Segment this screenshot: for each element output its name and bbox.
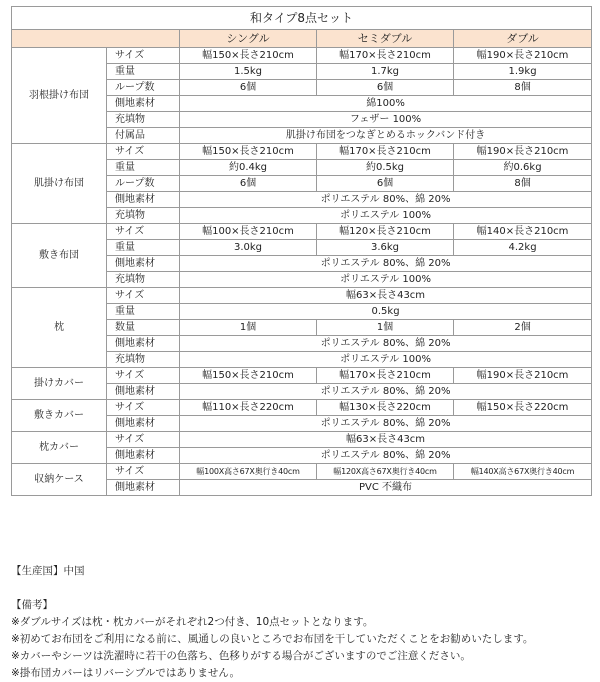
notes-section [11,563,591,682]
table-row [12,48,592,64]
notes-gap [11,580,591,597]
value-cell: 6個 [317,176,454,192]
attribute-label: サイズ [107,144,180,160]
attribute-label: 数量 [107,320,180,336]
value-cell: 6個 [317,80,454,96]
value-cell: 幅170×長さ210cm [317,144,454,160]
attribute-label: サイズ [107,224,180,240]
value-cell: 幅150×長さ210cm [180,144,317,160]
value-cell: 幅100×長さ210cm [180,224,317,240]
value-cell-shared: ポリエステル 80%、綿 20% [180,256,592,272]
attribute-label: 重量 [107,304,180,320]
attribute-label: ループ数 [107,176,180,192]
table-row [12,400,592,416]
value-cell: 3.6kg [317,240,454,256]
value-cell: 6個 [180,176,317,192]
table-row [12,288,592,304]
value-cell-shared: ポリエステル 80%、綿 20% [180,336,592,352]
value-cell: 1.9kg [454,64,592,80]
value-cell-shared: ポリエステル 80%、綿 20% [180,384,592,400]
attribute-label: 充填物 [107,208,180,224]
table-row [12,432,592,448]
value-cell: 4.2kg [454,240,592,256]
table-row [12,464,592,480]
value-cell: 1個 [317,320,454,336]
value-cell: 約0.4kg [180,160,317,176]
value-cell: 2個 [454,320,592,336]
value-cell: 8個 [454,80,592,96]
value-cell-shared: 0.5kg [180,304,592,320]
title-row [12,7,592,30]
attribute-label: 側地素材 [107,336,180,352]
value-cell: 幅140X高さ67X奥行き40cm [454,464,592,480]
value-cell: 約0.5kg [317,160,454,176]
attribute-label: 重量 [107,64,180,80]
value-cell: 8個 [454,176,592,192]
attribute-label: サイズ [107,288,180,304]
value-cell: 幅170×長さ210cm [317,48,454,64]
value-cell-shared: ポリエステル 100% [180,352,592,368]
value-cell-shared: ポリエステル 80%、綿 20% [180,416,592,432]
attribute-label: 側地素材 [107,416,180,432]
value-cell: 幅140×長さ210cm [454,224,592,240]
remarks-title: 【備考】 [11,599,53,611]
remark-line: ※初めてお布団をご利用になる前に、風通しの良いところでお布団を干していただくことをお勧めいたします。 [11,633,534,645]
value-cell: 幅170×長さ210cm [317,368,454,384]
value-cell-shared: 幅63×長さ43cm [180,432,592,448]
product-name: 収納ケース [12,464,107,496]
attribute-label: 重量 [107,240,180,256]
product-name: 枕 [12,288,107,368]
value-cell: 3.0kg [180,240,317,256]
value-cell: 幅110×長さ220cm [180,400,317,416]
attribute-label: 充填物 [107,272,180,288]
value-cell: 1.7kg [317,64,454,80]
attribute-label: ループ数 [107,80,180,96]
attribute-label: サイズ [107,464,180,480]
value-cell: 6個 [180,80,317,96]
attribute-label: サイズ [107,368,180,384]
value-cell: 幅120×長さ210cm [317,224,454,240]
product-name: 掛けカバー [12,368,107,400]
product-name: 敷き布団 [12,224,107,288]
remark-line: ※カバーやシーツは洗濯時に若干の色落ち、色移りがする場合がございますのでご注意ください。 [11,650,471,662]
table-row [12,144,592,160]
value-cell-shared: 綿100% [180,96,592,112]
value-cell-shared: ポリエステル 80%、綿 20% [180,192,592,208]
product-name: 枕カバー [12,432,107,464]
remark-line: ※ダブルサイズは枕・枕カバーがそれぞれ2つ付き、10点セットとなります。 [11,616,374,628]
header-single: シングル [180,30,317,48]
value-cell: 幅150×長さ220cm [454,400,592,416]
value-cell: 幅150×長さ210cm [180,48,317,64]
table-row [12,224,592,240]
value-cell-shared: ポリエステル 100% [180,272,592,288]
header-blank [12,30,180,48]
value-cell: 幅130×長さ220cm [317,400,454,416]
value-cell-shared: ポリエステル 80%、綿 20% [180,448,592,464]
attribute-label: 重量 [107,160,180,176]
table-row [12,368,592,384]
table-title: 和タイプ8点セット [12,7,592,30]
product-name: 肌掛け布団 [12,144,107,224]
attribute-label: 側地素材 [107,480,180,496]
value-cell: 1.5kg [180,64,317,80]
value-cell: 約0.6kg [454,160,592,176]
value-cell: 幅190×長さ210cm [454,368,592,384]
value-cell: 1個 [180,320,317,336]
value-cell-shared: フェザー 100% [180,112,592,128]
value-cell: 幅190×長さ210cm [454,48,592,64]
origin-text: 【生産国】中国 [11,565,85,577]
product-name: 敷きカバー [12,400,107,432]
value-cell-shared: 肌掛け布団をつなぎとめるホックバンド付き [180,128,592,144]
attribute-label: 充填物 [107,352,180,368]
attribute-label: 側地素材 [107,256,180,272]
value-cell: 幅150×長さ210cm [180,368,317,384]
value-cell: 幅120X高さ67X奥行き40cm [317,464,454,480]
attribute-label: 付属品 [107,128,180,144]
attribute-label: 側地素材 [107,192,180,208]
header-semi-double: セミダブル [317,30,454,48]
value-cell-shared: ポリエステル 100% [180,208,592,224]
attribute-label: サイズ [107,432,180,448]
attribute-label: 充填物 [107,112,180,128]
attribute-label: 側地素材 [107,96,180,112]
spec-table [11,6,592,496]
value-cell-shared: PVC 不織布 [180,480,592,496]
attribute-label: サイズ [107,400,180,416]
value-cell: 幅190×長さ210cm [454,144,592,160]
header-row [12,30,592,48]
attribute-label: サイズ [107,48,180,64]
remark-line: ※掛布団カバーはリバーシブルではありません。 [11,667,240,679]
attribute-label: 側地素材 [107,448,180,464]
attribute-label: 側地素材 [107,384,180,400]
value-cell-shared: 幅63×長さ43cm [180,288,592,304]
value-cell: 幅100X高さ67X奥行き40cm [180,464,317,480]
product-name: 羽根掛け布団 [12,48,107,144]
header-double: ダブル [454,30,592,48]
